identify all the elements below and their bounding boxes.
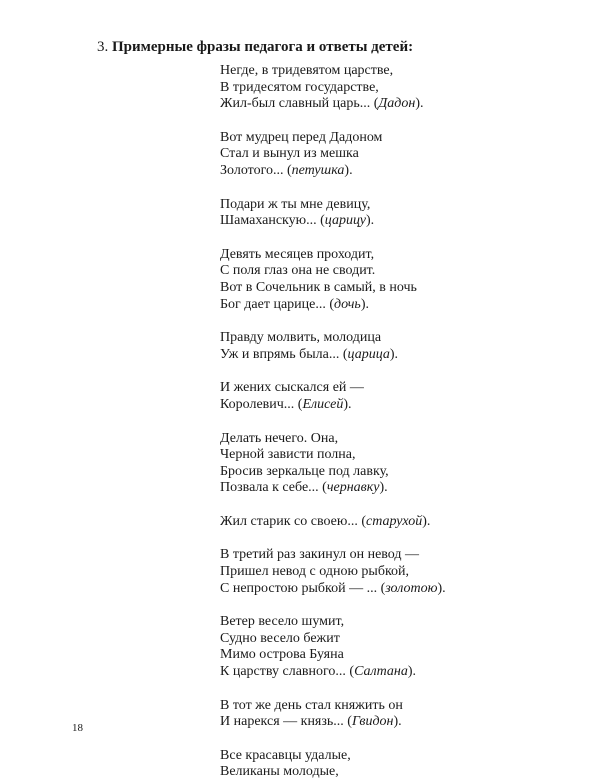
line-ending: ). (360, 296, 369, 312)
line-text: Бог дает царице... ( (220, 296, 335, 312)
stanza (220, 748, 446, 781)
line-text: Жил старик со своею... ( (220, 513, 366, 529)
line-text: Подари ж ты мне девицу, (220, 196, 371, 212)
poem-line (220, 96, 446, 113)
line-text: Шамаханскую... ( (220, 213, 325, 229)
poem-line (220, 397, 446, 414)
line-ending: ). (389, 346, 399, 362)
stanza (220, 698, 446, 731)
line-text: В третий раз закинул он невод — (220, 547, 420, 563)
line-text: Правду молвить, молодица (220, 330, 382, 346)
poem-line (220, 163, 446, 180)
poem-line (220, 714, 446, 731)
answer-word: Дадон (378, 96, 416, 112)
answer-word: царица (347, 346, 390, 362)
answer-word: чернавку (326, 480, 380, 496)
line-ending: ). (365, 213, 375, 229)
line-text: Делать нечего. Она, (220, 430, 339, 446)
poem-line (220, 764, 446, 781)
line-text: Ветер весело шумит, (220, 614, 345, 630)
poem-line (220, 347, 446, 364)
line-text: Стал и вынул из мешка (220, 146, 359, 162)
line-text: Королевич... ( (220, 396, 303, 412)
poem-line (220, 80, 446, 97)
line-ending: ). (422, 513, 431, 529)
line-text: Позвала к себе... ( (220, 480, 327, 496)
poem-line (220, 748, 446, 765)
line-text: Негде, в тридевятом царстве, (220, 63, 394, 78)
line-ending: ). (415, 96, 424, 112)
stanza (220, 130, 446, 180)
stanza (220, 197, 446, 230)
line-text: В тот же день стал княжить он (220, 697, 403, 713)
line-text: Вот мудрец перед Дадоном (220, 129, 383, 145)
line-text: Золотого... ( (220, 162, 292, 178)
line-ending: ). (407, 664, 417, 680)
poem-line (220, 263, 446, 280)
stanza (220, 380, 446, 413)
line-ending: ). (379, 480, 388, 496)
section-title: Примерные фразы педагога и ответы детей: (112, 39, 414, 55)
page-number: 18 (72, 722, 83, 734)
line-text: Пришел невод с одною рыбкой, (220, 564, 410, 580)
answer-word: Елисей (302, 396, 344, 412)
line-text: С непростою рыбкой — ... ( (220, 580, 386, 596)
answer-word: дочь (334, 296, 361, 312)
poem-line (220, 581, 446, 598)
poem-line (220, 480, 446, 497)
line-ending: ). (393, 714, 402, 730)
poem-text (220, 63, 446, 781)
line-ending: ). (437, 580, 446, 596)
answer-word: Гвидон (351, 714, 394, 730)
poem-line (220, 213, 446, 230)
line-text: Судно весело бежит (220, 630, 340, 646)
poem-line (220, 631, 446, 648)
line-text: И нарекся — князь... ( (220, 714, 352, 730)
poem-line (220, 330, 446, 347)
section-number: 3. (97, 39, 109, 55)
answer-word: царицу (324, 213, 366, 229)
poem-line (220, 698, 446, 715)
line-text: Жил-был славный царь... ( (220, 96, 379, 112)
line-text: С поля глаз она не сводит. (220, 263, 376, 279)
poem-line (220, 146, 446, 163)
line-text: Мимо острова Буяна (220, 647, 344, 663)
line-text: Черной зависти полна, (220, 447, 356, 463)
poem-line (220, 447, 446, 464)
line-ending: ). (344, 162, 353, 178)
line-text: Девять месяцев проходит, (220, 246, 375, 262)
poem-line (220, 431, 446, 448)
line-text: Бросив зеркальце под лавку, (220, 463, 389, 479)
line-text: Великаны молодые, (220, 764, 339, 780)
poem-line (220, 547, 446, 564)
line-text: Уж и впрямь была... ( (220, 346, 348, 362)
poem-line (220, 647, 446, 664)
stanza (220, 247, 446, 313)
poem-line (220, 664, 446, 681)
answer-word: Салтана (354, 664, 408, 680)
stanza (220, 547, 446, 597)
line-text: Все красавцы удалые, (220, 747, 351, 763)
poem-line (220, 63, 446, 80)
poem-line (220, 247, 446, 264)
stanza (220, 330, 446, 363)
poem-line (220, 614, 446, 631)
stanza (220, 514, 446, 531)
poem-line (220, 380, 446, 397)
poem-line (220, 280, 446, 297)
answer-word: петушка (291, 162, 345, 178)
stanza (220, 431, 446, 497)
stanza (220, 614, 446, 680)
poem-line (220, 514, 446, 531)
stanza (220, 63, 446, 113)
line-text: Вот в Сочельник в самый, в ночь (220, 279, 417, 295)
section-heading (97, 38, 413, 56)
line-ending: ). (343, 396, 352, 412)
poem-line (220, 297, 446, 314)
line-text: В тридесятом государстве, (220, 79, 379, 95)
poem-line (220, 564, 446, 581)
line-text: И жених сыскался ей — (220, 380, 364, 396)
poem-line (220, 197, 446, 214)
poem-line (220, 464, 446, 481)
answer-word: старухой (365, 513, 423, 529)
poem-line (220, 130, 446, 147)
line-text: К царству славного... ( (220, 664, 355, 680)
answer-word: золотою (385, 580, 438, 596)
